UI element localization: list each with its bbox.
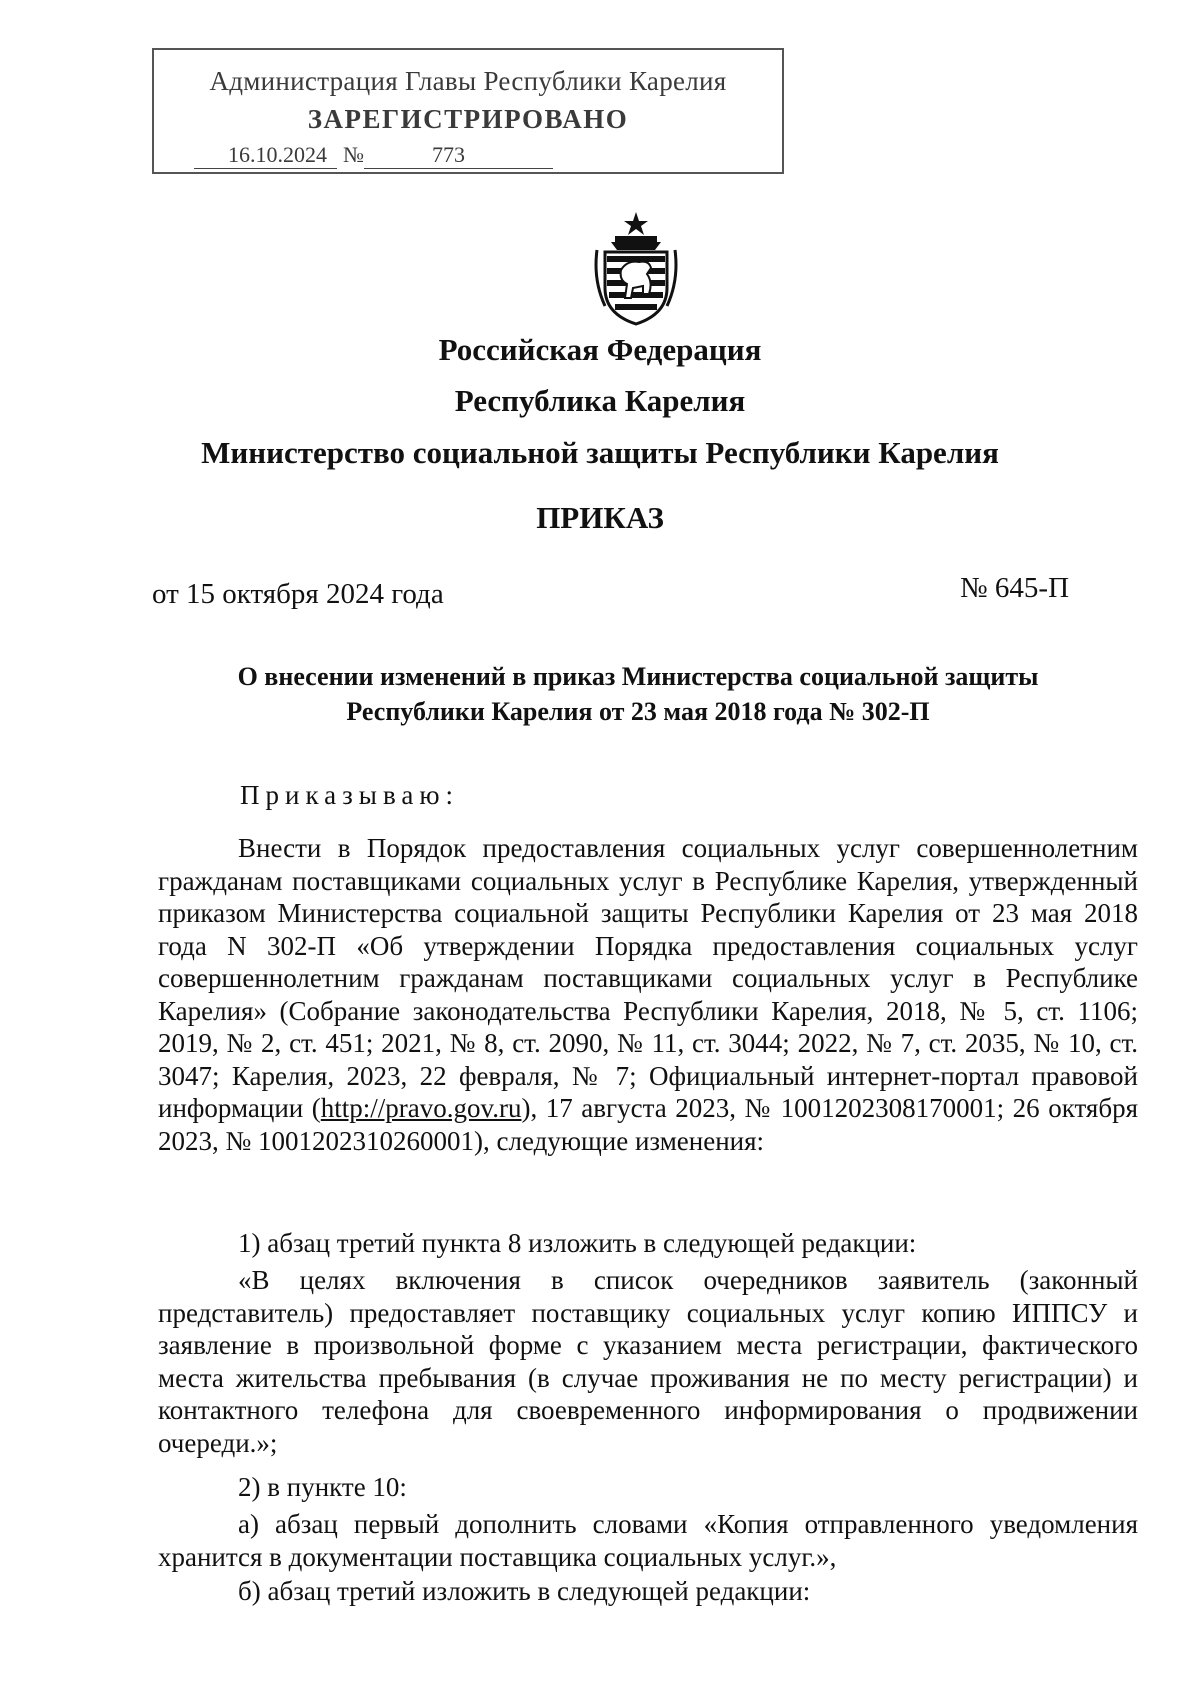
- stamp-no-label: №: [343, 142, 364, 167]
- intro-paragraph: [158, 832, 1138, 1157]
- header-doc-type: ПРИКАЗ: [536, 500, 664, 535]
- item-2b-text: б) абзац третий изложить в следующей редакции:: [238, 1576, 811, 1606]
- subject-line-2: Республики Карелия от 23 мая 2018 года № 302-П: [346, 697, 930, 726]
- subject-line-1: О внесении изменений в приказ Министерства социальной защиты: [237, 662, 1039, 691]
- order-date: от 15 октября 2024 года: [152, 578, 444, 610]
- stamp-number: 773: [364, 142, 553, 169]
- order-number: № 645-П: [960, 572, 1070, 604]
- header-ministry: Министерство социальной защиты Республики Карелия: [201, 435, 999, 470]
- item-1-paragraph: [158, 1264, 1138, 1459]
- intro-text-a: Внести в Порядок предоставления социальных услуг совершеннолетним гражданам поставщиками социальных услуг в Республике Карелия, утвержденный приказом Министерства социальной защиты Республики Карелия от 23 мая 2018 года N 302-П «Об утверждении Порядка предоставления социальных услуг совершеннолетним гражданам поставщиками социальных услуг в Республике Карелия» (Собрание законодательства Республики Карелия, 2018, № 5, ст. 1106; 2019, № 2, ст. 451; 2021, № 8, ст. 2090, № 11, ст. 3044; 2022, № 7, ст. 2035, № 10, ст. 3047; Карелия, 2023, 22 февраля, № 7; Официальный интернет-портал правовой информации (: [158, 833, 1138, 1123]
- item-2a-text: а) абзац первый дополнить словами «Копия отправленного уведомления хранится в документации поставщика социальных услуг.»,: [158, 1509, 1138, 1572]
- item-2-text: 2) в пункте 10:: [238, 1472, 407, 1502]
- item-1: [158, 1228, 916, 1259]
- registration-stamp: [152, 48, 784, 174]
- stamp-date-row: [194, 142, 553, 169]
- stamp-registered: ЗАРЕГИСТРИРОВАНО: [307, 104, 629, 134]
- header-country: Российская Федерация: [438, 332, 762, 367]
- item-2a-paragraph: [158, 1508, 1138, 1573]
- item-2: [158, 1472, 407, 1503]
- stamp-date: 16.10.2024: [194, 142, 337, 169]
- intro-text-b: ), 17 августа 2023, № 1001202308170001; 26 октября 2023, № 1001202310260001), следующие изменения:: [158, 1093, 1138, 1156]
- item-1-new-text: «В целях включения в список очередников заявитель (законный представитель) предоставляет поставщику социальных услуг копию ИППСУ и заявление в произвольной форме с указанием места регистрации, фактического места жительства пребывания (в случае проживания не по месту регистрации) и контактного телефона для своевременного информирования о продвижении очереди.»;: [158, 1265, 1138, 1458]
- prikazyvayu: Приказываю:: [240, 780, 459, 810]
- pravo-link[interactable]: http://pravo.gov.ru: [320, 1093, 522, 1123]
- stamp-authority: Администрация Главы Республики Карелия: [209, 66, 727, 96]
- item-2b: [158, 1576, 810, 1607]
- item-1-text: 1) абзац третий пункта 8 изложить в следующей редакции:: [238, 1228, 917, 1258]
- header-region: Республика Карелия: [454, 383, 746, 418]
- karelia-coat-of-arms-icon: [593, 210, 679, 328]
